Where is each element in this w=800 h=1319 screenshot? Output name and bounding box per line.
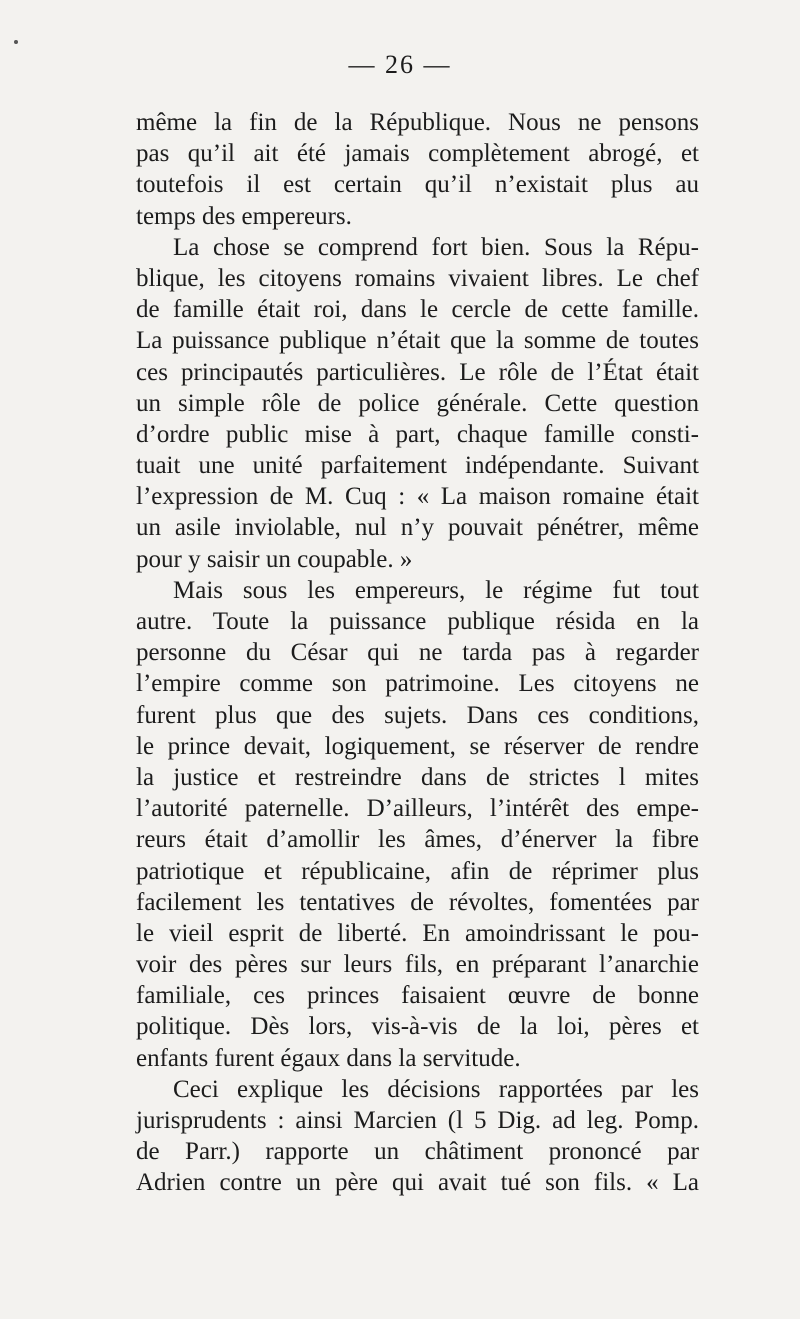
text-line: patriotique et républicaine, afin de réprimer plus (136, 857, 699, 885)
text-line: même la fin de la République. Nous ne pensons (136, 109, 699, 136)
text-line: politique. Dès lors, vis-à-vis de la loi, pères et (136, 1013, 699, 1041)
text-line: Adrien contre un père qui avait tué son fils. « La (136, 1169, 699, 1197)
text-line: La chose se comprend fort bien. Sous la Répu- (173, 233, 699, 261)
text-line: Mais sous les empereurs, le régime fut tout (173, 576, 699, 604)
text-line: personne du César qui ne tarda pas à regarder (136, 639, 699, 667)
text-line: pour y saisir un coupable. » (136, 545, 413, 573)
text-line: Ceci explique les décisions rapportées par les (173, 1075, 699, 1103)
text-line: d’ordre public mise à part, chaque famille consti- (136, 420, 699, 448)
text-line: enfants furent égaux dans la servitude. (136, 1044, 521, 1072)
text-line: un asile inviolable, nul n’y pouvait pénétrer, même (136, 514, 699, 542)
text-line: l’empire comme son patrimoine. Les citoyens ne (136, 670, 699, 698)
page-number: — 26 — (348, 50, 452, 79)
text-line: de Parr.) rapporte un châtiment prononcé par (136, 1138, 699, 1166)
text-line: de famille était roi, dans le cercle de cette famille. (136, 296, 699, 324)
text-line: reurs était d’amollir les âmes, d’énerver la fibre (136, 826, 699, 854)
text-line: jurisprudents : ainsi Marcien (l 5 Dig. ad leg. Pomp. (136, 1107, 699, 1134)
text-line: familiale, ces princes faisaient œuvre de bonne (136, 982, 699, 1010)
text-line: le vieil esprit de liberté. En amoindrissant le pou- (136, 919, 699, 947)
text-line: voir des pères sur leurs fils, en préparant l’anarchie (136, 951, 699, 979)
text-line: l’autorité paternelle. D’ailleurs, l’intérêt des empe- (136, 795, 699, 823)
text-line: toutefois il est certain qu’il n’existait plus au (136, 171, 699, 199)
text-line: furent plus que des sujets. Dans ces conditions, (136, 701, 699, 729)
text-line: ces principautés particulières. Le rôle de l’État était (136, 358, 699, 386)
body-text (136, 107, 699, 1199)
text-line: l’expression de M. Cuq : « La maison romaine était (136, 483, 699, 511)
text-line: pas qu’il ait été jamais complètement abrogé, et (136, 140, 699, 168)
text-line: la justice et restreindre dans de strictes l mites (136, 763, 699, 791)
margin-speck (14, 40, 18, 44)
text-line: temps des empereurs. (136, 202, 352, 230)
text-line: autre. Toute la puissance publique résida en la (136, 608, 699, 635)
text-line: le prince devait, logiquement, se réserver de rendre (136, 732, 699, 760)
text-line: blique, les citoyens romains vivaient libres. Le chef (136, 264, 699, 292)
text-line: facilement les tentatives de révoltes, fomentées par (136, 888, 699, 916)
text-line: tuait une unité parfaitement indépendante. Suivant (136, 452, 699, 480)
text-line: La puissance publique n’était que la somme de toutes (136, 327, 699, 355)
text-line: un simple rôle de police générale. Cette question (136, 389, 699, 417)
